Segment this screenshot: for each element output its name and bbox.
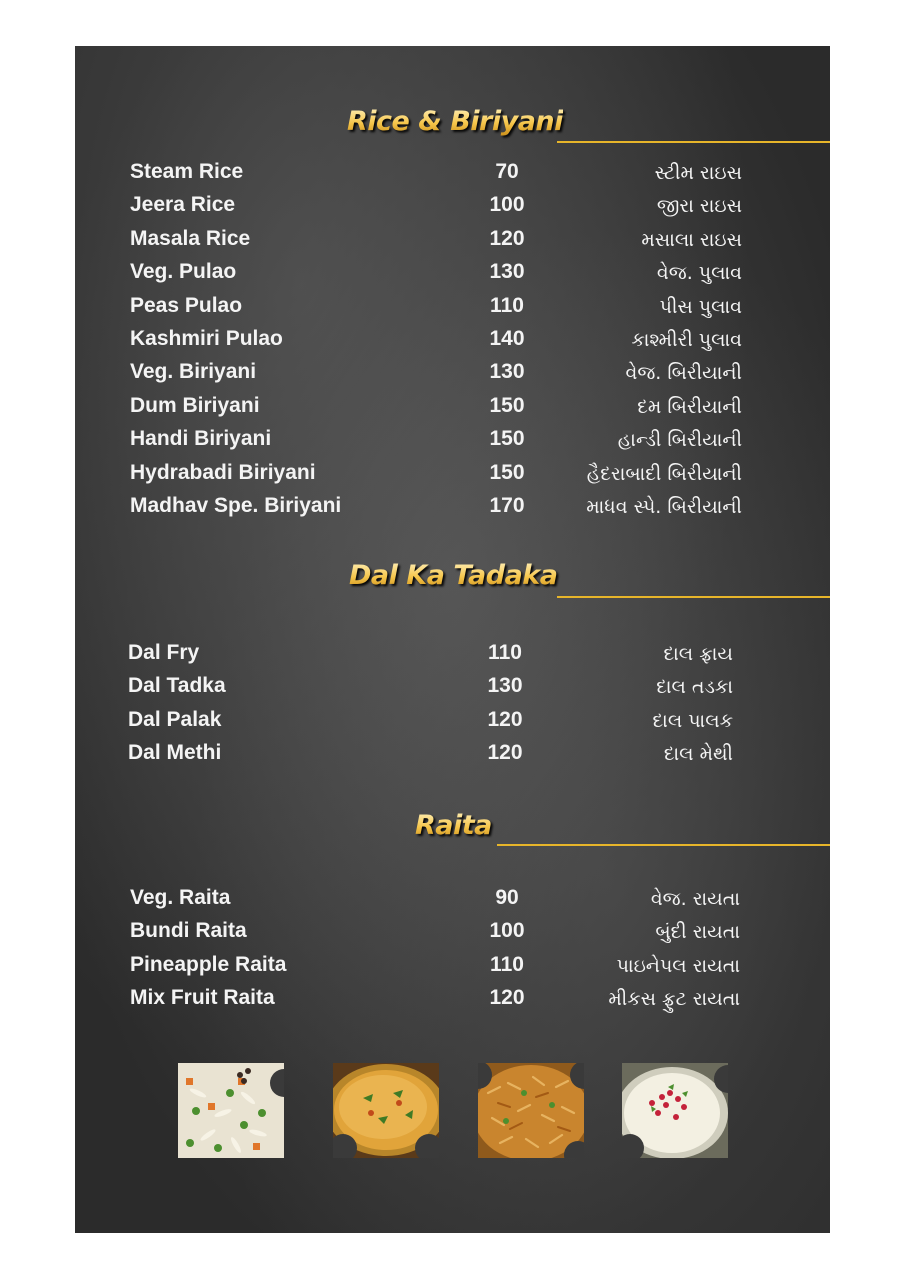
menu-item [128, 641, 733, 671]
menu-item-price: 130 [489, 360, 525, 384]
menu-item-price: 130 [489, 260, 525, 284]
menu-item [130, 294, 742, 324]
menu-item-gujarati: વેજ. રાયતા [650, 888, 740, 910]
section-title-raita: Raita [415, 810, 492, 841]
menu-item [130, 986, 740, 1016]
menu-item-price: 170 [489, 494, 525, 517]
menu-item-name: Madhav Spe. Biriyani [130, 494, 342, 517]
menu-item-name: Jeera Rice [130, 193, 236, 217]
photo-dal [333, 1063, 439, 1158]
menu-item-gujarati: દાલ મેથી [663, 742, 733, 765]
menu-item-price: 150 [489, 393, 525, 417]
menu-item-gujarati: કાશ્મીરી પુલાવ [631, 329, 742, 351]
menu-board [75, 46, 830, 1233]
menu-item-gujarati: દાલ તડકા [656, 676, 733, 699]
menu-item-name: Handi Biriyani [130, 427, 272, 451]
menu-item-gujarati: પાઇનેપલ રાયતા [616, 954, 740, 977]
menu-item-price: 150 [489, 460, 525, 484]
menu-item [130, 461, 742, 491]
menu-item-price: 150 [489, 427, 525, 451]
menu-item-price: 140 [489, 327, 525, 350]
menu-item [128, 708, 733, 738]
menu-item [128, 674, 733, 704]
menu-item-name: Bundi Raita [130, 919, 247, 943]
menu-item-gujarati: સ્ટીમ રાઇસ [654, 162, 742, 184]
menu-item [130, 227, 742, 257]
photo-raita [622, 1063, 728, 1158]
menu-item-price: 120 [489, 985, 525, 1009]
menu-item-gujarati: દાલ ફ્રાય [663, 643, 733, 665]
menu-item-gujarati: દાલ પાલક [652, 709, 733, 732]
menu-item-name: Dal Fry [128, 641, 200, 664]
menu-item-name: Steam Rice [130, 160, 244, 183]
section-rule-raita [497, 844, 830, 846]
menu-item-gujarati: દમ બિરીયાની [637, 395, 742, 418]
menu-item-gujarati: જીરા રાઇસ [656, 195, 742, 218]
menu-item-gujarati: વેજ. બિરીયાની [625, 362, 742, 385]
menu-item-gujarati: મસાલા રાઇસ [641, 228, 742, 251]
menu-item-name: Mix Fruit Raita [130, 985, 275, 1009]
menu-item-name: Veg. Biriyani [130, 360, 257, 384]
section-rule-dal [557, 596, 830, 598]
photo-pulao [178, 1063, 284, 1158]
menu-item [130, 953, 740, 983]
menu-item-gujarati: બુંદી રાયતા [655, 921, 740, 944]
menu-item-name: Kashmiri Pulao [130, 327, 283, 350]
menu-item-price: 110 [488, 641, 522, 664]
menu-item-name: Dum Biriyani [130, 393, 260, 417]
menu-item [130, 919, 740, 949]
menu-item [130, 327, 742, 357]
menu-item-price: 90 [495, 886, 519, 909]
menu-item-price: 130 [487, 674, 523, 698]
menu-item [130, 360, 742, 390]
menu-item-price: 70 [495, 160, 519, 183]
menu-item [130, 886, 740, 916]
menu-item-gujarati: હૈદરાબાદી બિરીયાની [586, 462, 742, 485]
section-rule-rice [557, 141, 830, 143]
menu-item-price: 110 [490, 293, 524, 317]
menu-item [130, 260, 742, 290]
menu-item-price: 110 [490, 952, 524, 976]
menu-item-name: Hydrabadi Biriyani [130, 460, 316, 484]
menu-item-gujarati: વેજ. પુલાવ [656, 262, 742, 285]
menu-item-name: Dal Tadka [128, 674, 226, 698]
menu-item-name: Veg. Raita [130, 886, 231, 909]
section-title-rice: Rice & Biriyani [347, 106, 563, 137]
menu-item-name: Dal Palak [128, 707, 222, 731]
menu-item-price: 100 [489, 193, 525, 217]
menu-item [130, 427, 742, 457]
menu-item-gujarati: માધવ સ્પે. બિરીયાની [586, 496, 742, 518]
menu-item-price: 120 [487, 740, 523, 764]
photo-biriyani [478, 1063, 584, 1158]
menu-item-gujarati: હાન્ડી બિરીયાની [617, 429, 742, 452]
menu-item [130, 160, 742, 190]
menu-item-gujarati: મીકસ ફ્રુટ રાયતા [608, 987, 740, 1010]
menu-item [130, 494, 742, 524]
menu-item-name: Peas Pulao [130, 293, 243, 317]
menu-item [128, 741, 733, 771]
menu-item-name: Dal Methi [128, 740, 222, 764]
menu-item-gujarati: પીસ પુલાવ [659, 295, 742, 318]
menu-item-price: 120 [487, 707, 523, 731]
menu-item-name: Pineapple Raita [130, 952, 287, 976]
section-title-dal: Dal Ka Tadaka [349, 560, 558, 591]
menu-item-price: 120 [489, 226, 525, 250]
menu-item [130, 394, 742, 424]
menu-item-name: Masala Rice [130, 226, 251, 250]
menu-item [130, 193, 742, 223]
menu-item-name: Veg. Pulao [130, 260, 237, 284]
menu-item-price: 100 [489, 919, 525, 943]
